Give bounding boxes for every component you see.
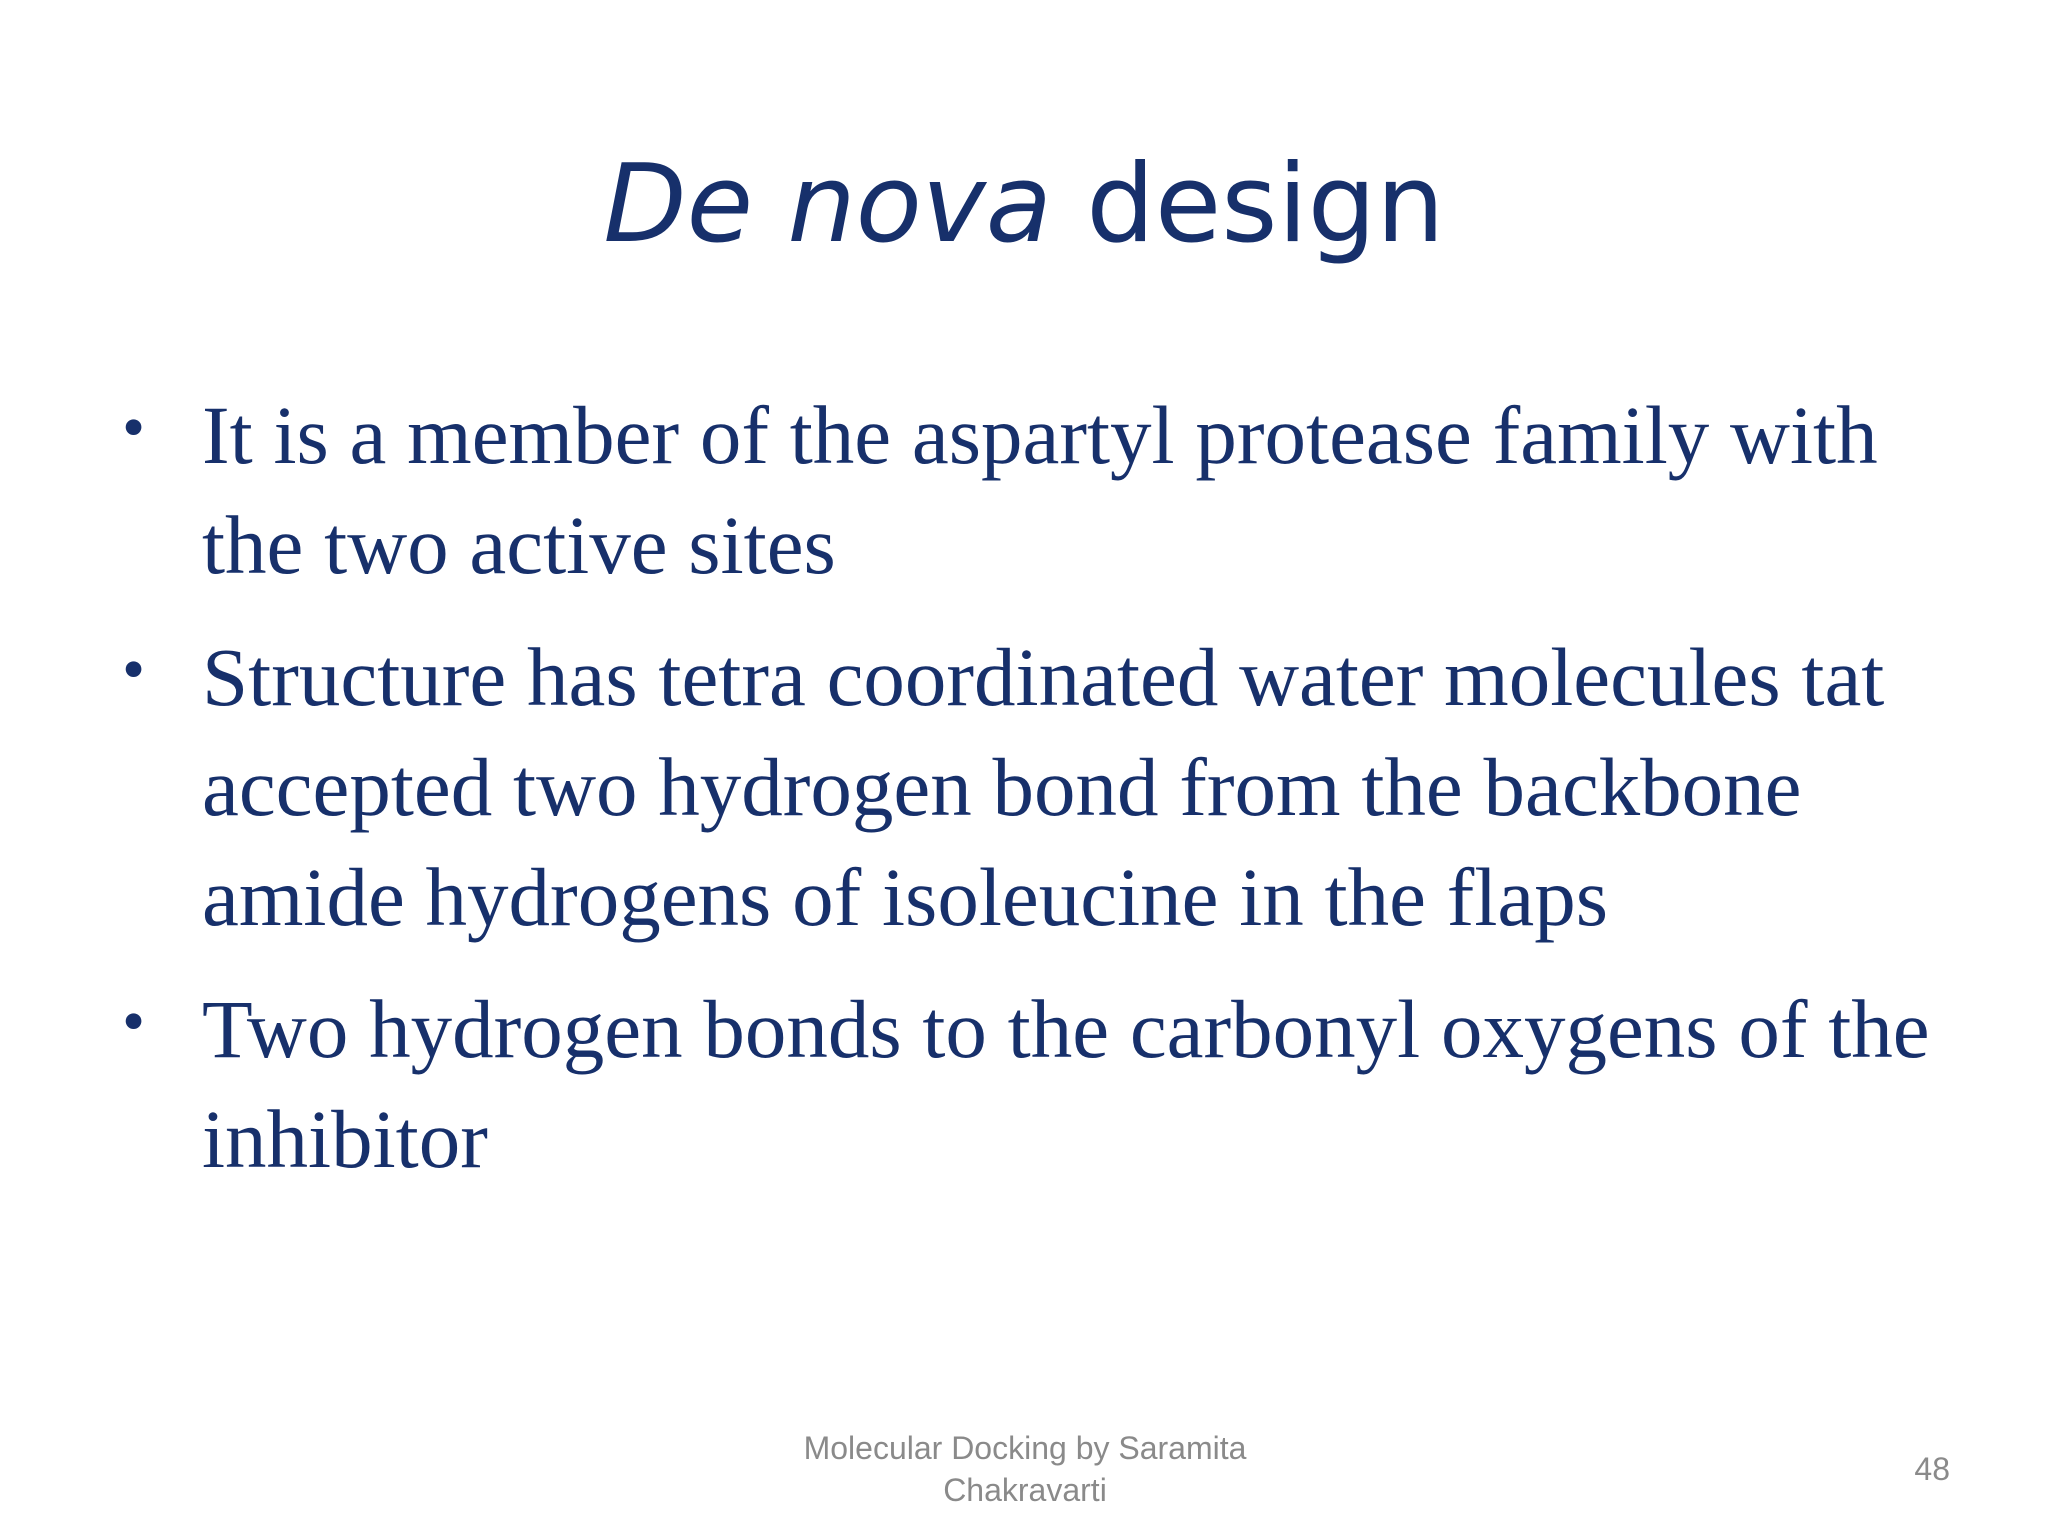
bullet-dot-icon: • xyxy=(122,391,146,464)
footer-line-1: Molecular Docking by Saramita xyxy=(803,1430,1247,1466)
bullet-item xyxy=(120,974,1960,1194)
slide-title-italic: De nova xyxy=(603,142,1052,267)
footer-line-2: Chakravarti xyxy=(943,1472,1107,1508)
slide-title xyxy=(0,140,2048,270)
bullet-list xyxy=(120,380,1960,1216)
bullet-item xyxy=(120,622,1960,952)
bullet-text: Structure has tetra coordinated water molecules tat accepted two hydrogen bond from the backbone amide hydrogens of isoleucine in the flaps xyxy=(202,631,1885,943)
slide-title-rest: design xyxy=(1051,142,1445,267)
bullet-item xyxy=(120,380,1960,600)
page-number: 48 xyxy=(1914,1451,1950,1487)
bullet-dot-icon: • xyxy=(122,985,146,1058)
slide-footer xyxy=(740,1427,1310,1511)
bullet-text: It is a member of the aspartyl protease family with the two active sites xyxy=(202,389,1878,591)
bullet-dot-icon: • xyxy=(122,633,146,706)
bullet-text: Two hydrogen bonds to the carbonyl oxygens of the inhibitor xyxy=(202,983,1930,1185)
